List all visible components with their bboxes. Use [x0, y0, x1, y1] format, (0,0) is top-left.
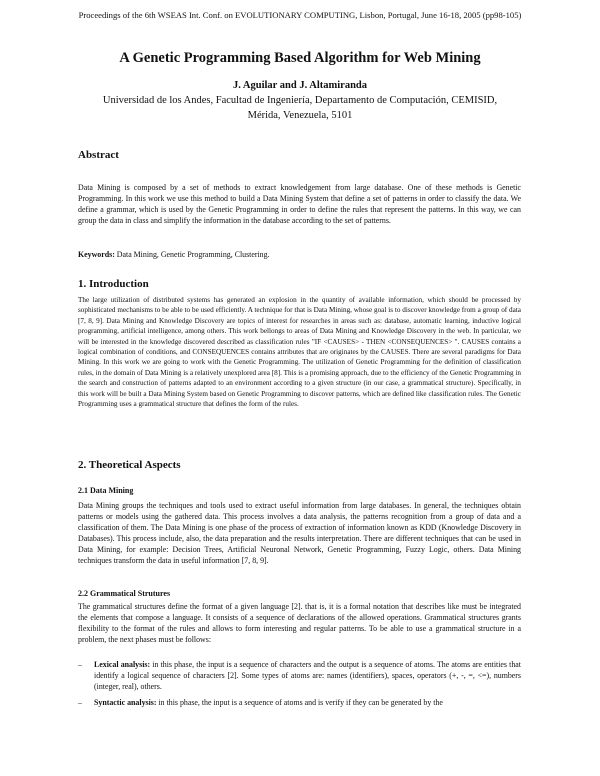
section-1-heading: 1. Introduction	[78, 278, 149, 290]
subsection-2-1-text: Data Mining groups the techniques and tools used to extract useful information from large databases. In general, the techniques obtain patterns or models using the gathered data. This process involves a data analysis, the patterns recognition from a group of data and a classification of them. The Data Mining is one phase of the process of extraction of information known as KDD (Knowledge Discovery in Databases). This process include, also, the data preparation and the results interpretation. There are different techniques that can be used in Data Mining, for example: Decision Trees, Artificial Neuronal Network, Genetic Programming, Fuzzy Logic, others. Data Mining techniques transform the data in useful information [7, 8, 9].	[78, 501, 521, 566]
section-1-text: The large utilization of distributed systems has generated an explosion in the quantity of available information, which should be processed by sophisticated mechanisms to be able to be used efficiently. A technique for that is Data Mining, whose goal is to discover knowledge from a group of data [7, 8, 9]. Data Mining and Knowledge Discovery are topics of interest for researches in areas such as: database, automatic learning, inductive logical programming, artificial intelligence, among others. This work bellongs to areas of Data Mining and Knowledge Discovery in the web. In particular, we will be interested in the knowledge discovered described as classification rules "IF <CAUSES> - THEN <CONSEQUENCES> ". CAUSES contains a logical combination of conditions, and CONSEQUENCES contains attributes that are originates by the CAUSES. There are several paradigms for Data Mining. In this work we are going to work with the Genetic Programming. The utilization of Genetic Programming for the definition of classification rules, in the domain of Data Mining is a relatively unexplored area [8]. This is a promising approach, due to the efficiency of the Genetic Programming in the search and construction of patterns adapted to an environment according to a given structure (in our case, a grammatical structure). Specifically, in this work will be built a Data Mining System based on Genetic Programming to discover patterns, which are defined like classification rules. The Genetic Programming uses a grammatical structure that defines the form of the rules.	[78, 296, 521, 409]
bullet-text: in this phase, the input is a sequence of characters and the output is a sequence of atoms. The atoms are entities that identify a logical sequence of characters [2]. Some types of atoms are: names (identifiers), spaces, operators (+, -, =, <=), numbers (integer, real), others.	[94, 660, 521, 692]
bullet-term: Lexical analysis:	[94, 660, 151, 669]
paper-title: A Genetic Programming Based Algorithm for Web Mining	[119, 50, 481, 66]
authors: J. Aguilar and J. Altamiranda	[233, 80, 367, 91]
bullet-body	[94, 697, 521, 708]
bullet-term: Syntactic analysis:	[94, 698, 157, 707]
subsection-2-2-heading: 2.2 Grammatical Strutures	[78, 589, 171, 598]
affiliation-line-2: Mérida, Venezuela, 5101	[247, 110, 353, 121]
keywords	[78, 249, 521, 260]
bullet-body	[94, 659, 521, 692]
bullet-dash: –	[78, 698, 82, 707]
keywords-label: Keywords:	[78, 250, 115, 259]
affiliation-line-1: Universidad de los Andes, Facultad de Ingeniería, Departamento de Computación, CEMISID,	[102, 95, 498, 106]
subsection-2-2-text: The grammatical structures define the format of a given language [2]. that is, it is a formal notation that describes like must be integrated the elements that compose a language. It consists of a sequence of declarations of the allowed operations. Grammatical structures grants flexibility to the format of the rules and allows to form interesting and regular patterns. To be able to use a grammatical structure in a problem, the next phases must be follows:	[78, 602, 521, 645]
section-2-heading: 2. Theoretical Aspects	[78, 459, 181, 471]
abstract-text: Data Mining is composed by a set of methods to extract knowledgement from large database. One of these methods is Genetic Programming. In this work we use this method to build a Data Mining System that define a set of patterns in order to classify the data. We define a grammar, which is used by the Genetic Programming in order to define the rules that represent the patterns. In this way, we can group the data in class and simplify the information in the database according to the set of patterns.	[78, 183, 521, 226]
bullet-text: in this phase, the input is a sequence of atoms and is verify if they can be generated by the	[156, 698, 443, 707]
abstract-heading: Abstract	[78, 149, 119, 161]
bullet-dash: –	[78, 660, 82, 669]
keywords-text: Data Mining, Genetic Programming, Clustering.	[114, 250, 270, 259]
subsection-2-1-heading: 2.1 Data Mining	[78, 486, 134, 495]
running-head: Proceedings of the 6th WSEAS Int. Conf. on EVOLUTIONARY COMPUTING, Lisbon, Portugal, June 16-18, 2005 (pp98-105)	[78, 10, 522, 20]
